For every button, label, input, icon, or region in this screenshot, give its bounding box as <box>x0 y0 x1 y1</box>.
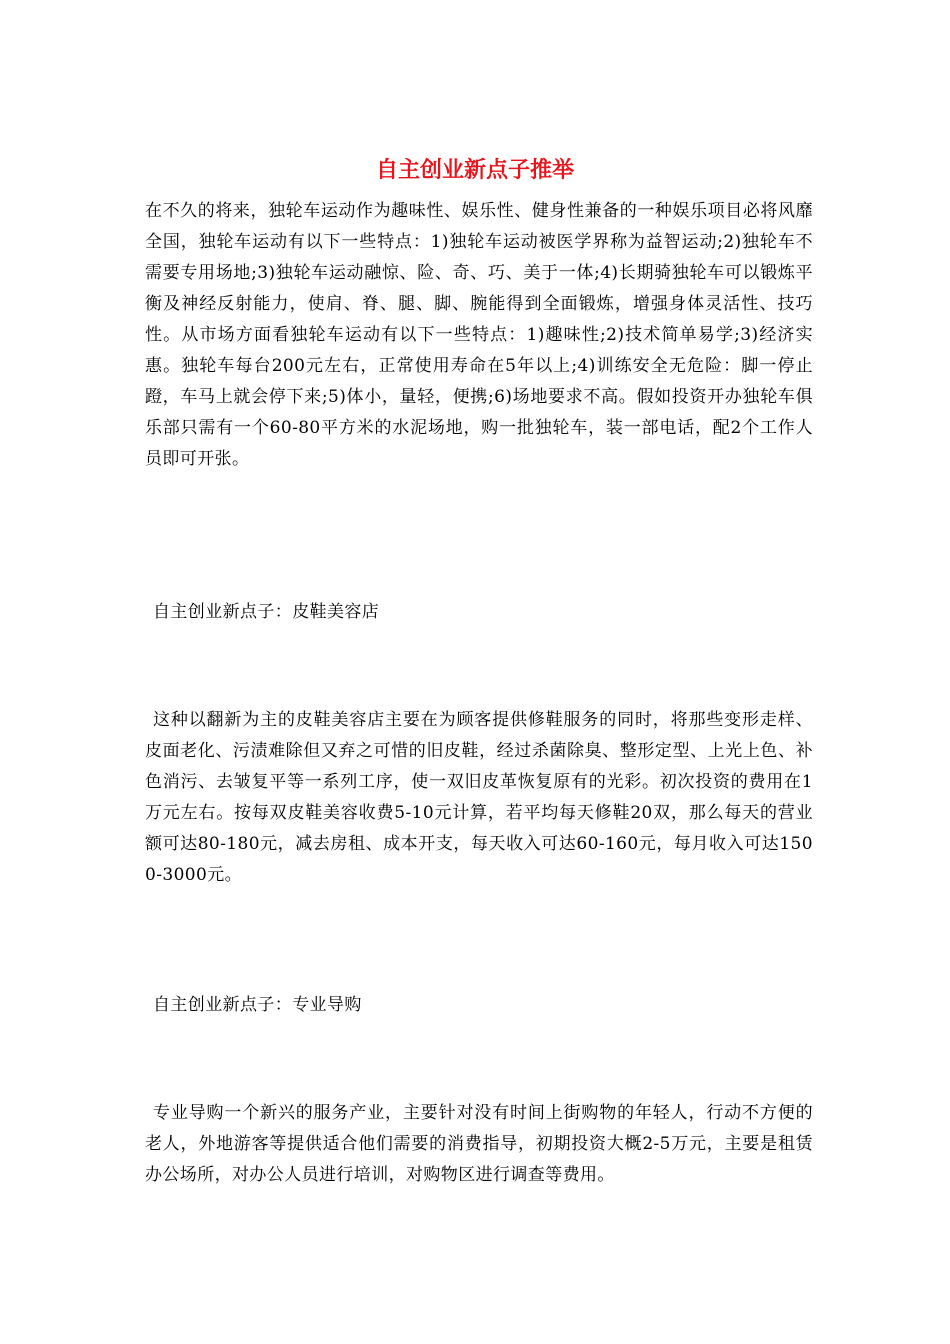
document-title: 自主创业新点子推举 <box>375 157 574 183</box>
section-heading-shoe-care: 自主创业新点子：皮鞋美容店 <box>153 602 380 622</box>
paragraph-unicycle: 在不久的将来，独轮车运动作为趣味性、娱乐性、健身性兼备的一种娱乐项目必将风靡全国，独轮车运动有以下一些特点：1)独轮车运动被医学界称为益智运动;2)独轮车不需要专用场地;3)独轮车运动融惊、险、奇、巧、美于一体;4)长期骑独轮车可以锻炼平衡及神经反射能力，使肩、脊、腿、脚、腕能得到全面锻炼，增强身体灵活性、技巧性。从市场方面看独轮车运动有以下一些特点：1)趣味性;2)技术简单易学;3)经济实惠。独轮车每台200元左右，正常使用寿命在5年以上;4)训练安全无危险：脚一停止蹬，车马上就会停下来;5)体小，量轻，便携;6)场地要求不高。假如投资开办独轮车俱乐部只需有一个60-80平方米的水泥场地，购一批独轮车，装一部电话，配2个工作人员即可开张。 <box>145 201 813 469</box>
paragraph-shoe-care: 这种以翻新为主的皮鞋美容店主要在为顾客提供修鞋服务的同时，将那些变形走样、皮面老化、污渍难除但又弃之可惜的旧皮鞋，经过杀菌除臭、整形定型、上光上色、补色消污、去皱复平等一系列工序，使一双旧皮革恢复原有的光彩。初次投资的费用在1万元左右。按每双皮鞋美容收费5-10元计算，若平均每天修鞋20双，那么每天的营业额可达80-180元，减去房租、成本开支，每天收入可达60-160元，每月收入可达1500-3000元。 <box>145 710 813 885</box>
section-heading-shopping-guide: 自主创业新点子：专业导购 <box>153 995 362 1015</box>
paragraph-shopping-guide: 专业导购一个新兴的服务产业，主要针对没有时间上街购物的年轻人，行动不方便的老人，外地游客等提供适合他们需要的消费指导，初期投资大概2-5万元，主要是租赁办公场所，对办公人员进行培训，对购物区进行调查等费用。 <box>145 1103 813 1185</box>
